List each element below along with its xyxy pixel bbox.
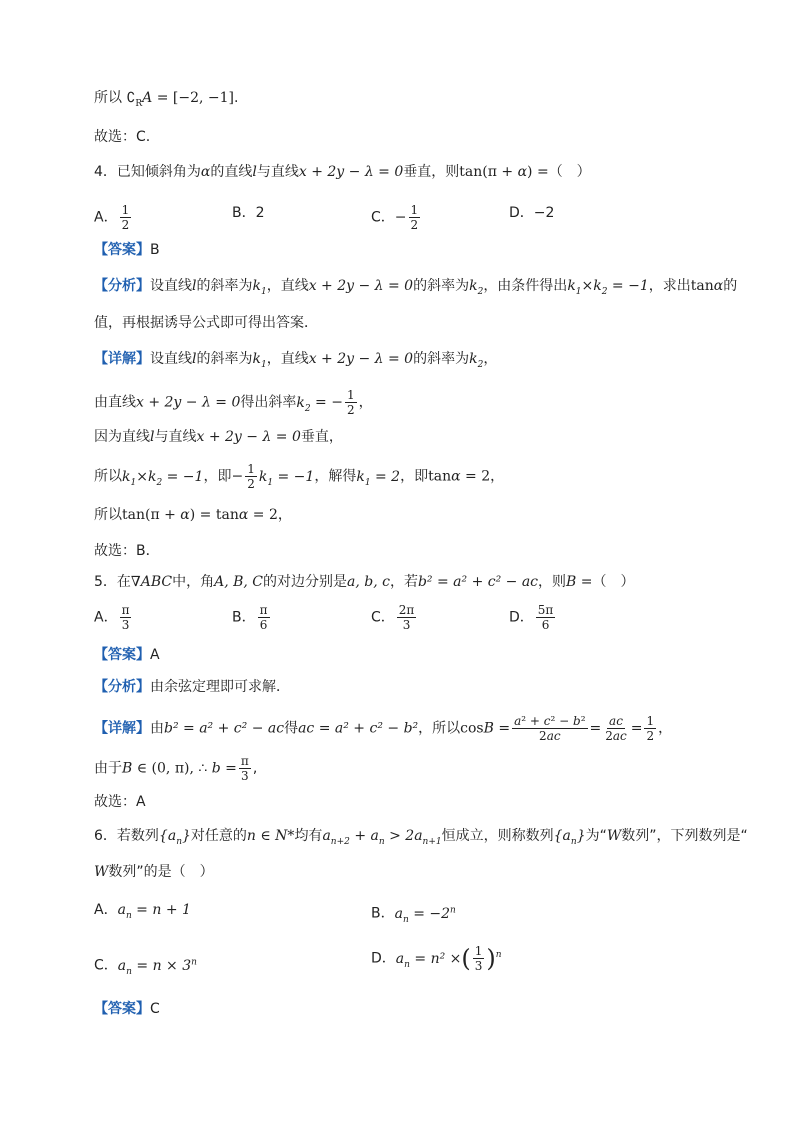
q4-choice-b: 故选：B． (94, 543, 160, 559)
q5-answer: 【答案】A (94, 647, 160, 663)
q6-option-c: C．$a_n = n \times 3^n$ (94, 957, 197, 977)
q4-option-a: A． $\frac{1}{2}$ (94, 203, 130, 232)
q5-option-a: A． $\frac{\pi}{3}$ (94, 603, 130, 632)
line-set-result: 所以 $∁_RA = [-2$, −1]. (94, 90, 239, 109)
q4-detail-line3: 因为直线l与直线x + 2y − λ = 0垂直， (94, 429, 343, 445)
q5-choice-a: 故选：A (94, 794, 146, 810)
q6-option-a: A．$a_n = n + 1$ (94, 902, 191, 921)
q4-analysis: 【分析】设直线l的斜率为$k_1$，直线x + 2y − λ = 0的斜率为$k_2$，由条件得出$k_1\times k_2 = -1$，求出tanα的 (94, 278, 738, 297)
q4-answer: 【答案】B (94, 242, 160, 258)
q4-detail-line5: 所以tan(π + α) = tanα = 2， (94, 507, 292, 523)
q4-detail-line4: 所以$k_1\times k_2 = -1$，即− $\frac{1}{2}$ $k_1 = -1$，解得$k_1 = 2$，即tanα = 2， (94, 462, 505, 491)
q4-option-c: C．− $\frac{1}{2}$ (371, 203, 419, 232)
q5-option-c: C． $\frac{2\pi}{3}$ (371, 603, 415, 632)
q5-detail-line2: 由于B ∈ (0, π), ∴ b = $\frac{\pi}{3}$ , (94, 754, 258, 783)
q5-detail: 【详解】由b² = a² + c² − ac得ac = a² + c² − b²，所以cosB = $\frac{\text{a² + c² − b²}}{2ac}$ = $\frac{ac}{2ac}$ = $\frac{1}{2}$ ， (94, 714, 673, 743)
q6-option-b: B．$a_n = -2^n$ (371, 905, 456, 925)
line-choice-c: 故选：C. (94, 129, 151, 145)
question-6-cont: W数列”的是（ ） (94, 864, 214, 880)
q6-answer: 【答案】C (94, 1001, 160, 1017)
question-6: 6．若数列$\{a_n\}$对任意的n ∈ N*均有$a_{n+2} + a_n > 2a_{n+1}$恒成立，则称数列$\{a_n\}$为“W数列”，下列数列是“ (94, 828, 748, 847)
q4-analysis-cont: 值，再根据诱导公式即可得出答案． (94, 315, 318, 331)
q4-option-b: B．2 (232, 205, 265, 221)
q6-option-d: D．$a_n = n^2$ ×( $\frac{1}{3}$ )$^n$ (371, 944, 502, 973)
q5-option-d: D． $\frac{5\pi}{6}$ (509, 603, 554, 632)
q5-analysis: 【分析】由余弦定理即可求解． (94, 679, 290, 695)
q4-detail-line2: 由直线x + 2y − λ = 0得出斜率$k_2$ = − $\frac{1}{2}$ ， (94, 388, 373, 417)
question-5: 5．在∇ABC中，角A, B, C的对边分别是a, b, c，若b² = a² + c² − ac，则B =（ ） (94, 574, 635, 590)
q4-detail: 【详解】设直线l的斜率为$k_1$，直线x + 2y − λ = 0的斜率为$k_2$， (94, 351, 498, 370)
q4-option-d: D．−2 (509, 205, 555, 221)
q5-option-b: B． $\frac{\pi}{6}$ (232, 603, 268, 632)
question-4: 4．已知倾斜角为α的直线l与直线x + 2y − λ = 0垂直，则tan(π + α) =（ ） (94, 164, 591, 180)
